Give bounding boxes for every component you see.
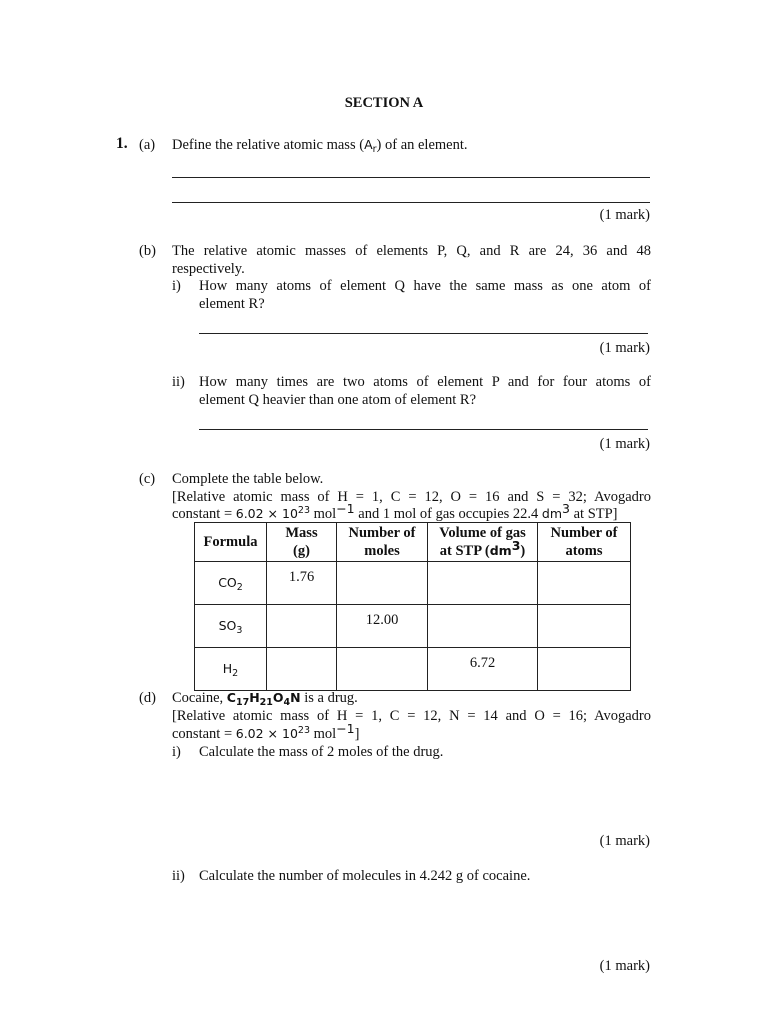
atoms-cell[interactable] (538, 648, 631, 691)
part-c-label: (c) (139, 471, 156, 487)
part-b-ii-line1: How many times are two atoms of element P and for four atoms of (199, 374, 651, 390)
header-formula: Formula (195, 523, 267, 562)
part-b-ii-label: ii) (172, 374, 185, 390)
part-d-i-mark: (1 mark) (599, 833, 650, 849)
moles-cell[interactable] (337, 648, 428, 691)
data-table (194, 522, 631, 691)
section-title: SECTION A (344, 95, 424, 111)
part-d-ii-mark: (1 mark) (599, 958, 650, 974)
answer-line-b-i[interactable] (199, 333, 648, 334)
part-b-stem-line1: The relative atomic masses of elements P, Q, and R are 24, 36 and 48 (172, 243, 651, 259)
part-a-label: (a) (139, 137, 156, 153)
table-row (195, 605, 631, 648)
answer-space-d-i[interactable] (199, 760, 651, 822)
part-b-i-label: i) (172, 278, 181, 294)
part-b-ii-mark: (1 mark) (599, 436, 650, 452)
part-b-i-line1: How many atoms of element Q have the same mass as one atom of (199, 278, 651, 294)
part-c-instruction: Complete the table below. (172, 471, 324, 487)
mass-cell[interactable]: 1.76 (267, 562, 337, 605)
relative-atomic-mass-symbol: $A_r$ (364, 137, 377, 155)
avogadro-constant: $6.02 \times 10^{23}$ (235, 725, 311, 741)
table-row (195, 648, 631, 691)
header-moles: Number of moles (337, 523, 428, 562)
part-c-data-line2: constant = $6.02 \times 10^{23}$ mol$^{-1}$ and 1 mol of gas occupies 22.4 $dm^3$ at STP] (172, 501, 618, 522)
answer-space-d-ii[interactable] (199, 886, 651, 948)
mass-cell[interactable] (267, 648, 337, 691)
formula-cell: $H_2$ (195, 648, 267, 691)
answer-line-a2[interactable] (172, 202, 650, 203)
table-row (195, 562, 631, 605)
part-d-ii-label: ii) (172, 868, 185, 884)
part-a-question: Define the relative atomic mass $(A_r)$ of an element. (172, 137, 468, 155)
answer-line-b-ii[interactable] (199, 429, 648, 430)
answer-line-a1[interactable] (172, 177, 650, 178)
moles-cell[interactable] (337, 562, 428, 605)
cocaine-formula: $C_{17}H_{21}O_4N$ (226, 690, 301, 708)
formula-cell: $SO_3$ (195, 605, 267, 648)
part-d-ii-question: Calculate the number of molecules in 4.242 g of cocaine. (199, 868, 531, 884)
part-d-data-line1: [Relative atomic mass of H = 1, C = 12, N = 14 and O = 16; Avogadro (172, 708, 651, 724)
part-b-stem-line2: respectively. (172, 261, 245, 277)
volume-cell[interactable] (428, 562, 538, 605)
header-volume: Volume of gas at STP $(dm^3)$ (428, 523, 538, 562)
part-a-mark: (1 mark) (599, 207, 650, 223)
question-number: 1. (116, 135, 128, 152)
mass-cell[interactable] (267, 605, 337, 648)
part-b-label: (b) (139, 243, 156, 259)
part-d-stem: Cocaine, $C_{17}H_{21}O_4N$ is a drug. (172, 690, 358, 708)
header-atoms: Number of atoms (538, 523, 631, 562)
part-b-i-line2: element R? (199, 296, 265, 312)
volume-cell[interactable] (428, 605, 538, 648)
part-b-i-mark: (1 mark) (599, 340, 650, 356)
part-b-ii-line2: element Q heavier than one atom of element R? (199, 392, 477, 408)
atoms-cell[interactable] (538, 605, 631, 648)
moles-cell[interactable]: 12.00 (337, 605, 428, 648)
formula-cell: $CO_2$ (195, 562, 267, 605)
part-c-data-line1: [Relative atomic mass of H = 1, C = 12, O = 16 and S = 32; Avogadro (172, 489, 651, 505)
header-mass: Mass (g) (267, 523, 337, 562)
atoms-cell[interactable] (538, 562, 631, 605)
part-d-i-label: i) (172, 744, 181, 760)
part-d-data-line2: constant = $6.02 \times 10^{23}$ mol$^{-1}$] (172, 721, 360, 742)
volume-cell[interactable]: 6.72 (428, 648, 538, 691)
table-header-row (195, 523, 631, 562)
part-d-label: (d) (139, 690, 156, 706)
avogadro-constant: $6.02 \times 10^{23}$ (235, 505, 311, 521)
part-d-i-question: Calculate the mass of 2 moles of the drug. (199, 744, 444, 760)
